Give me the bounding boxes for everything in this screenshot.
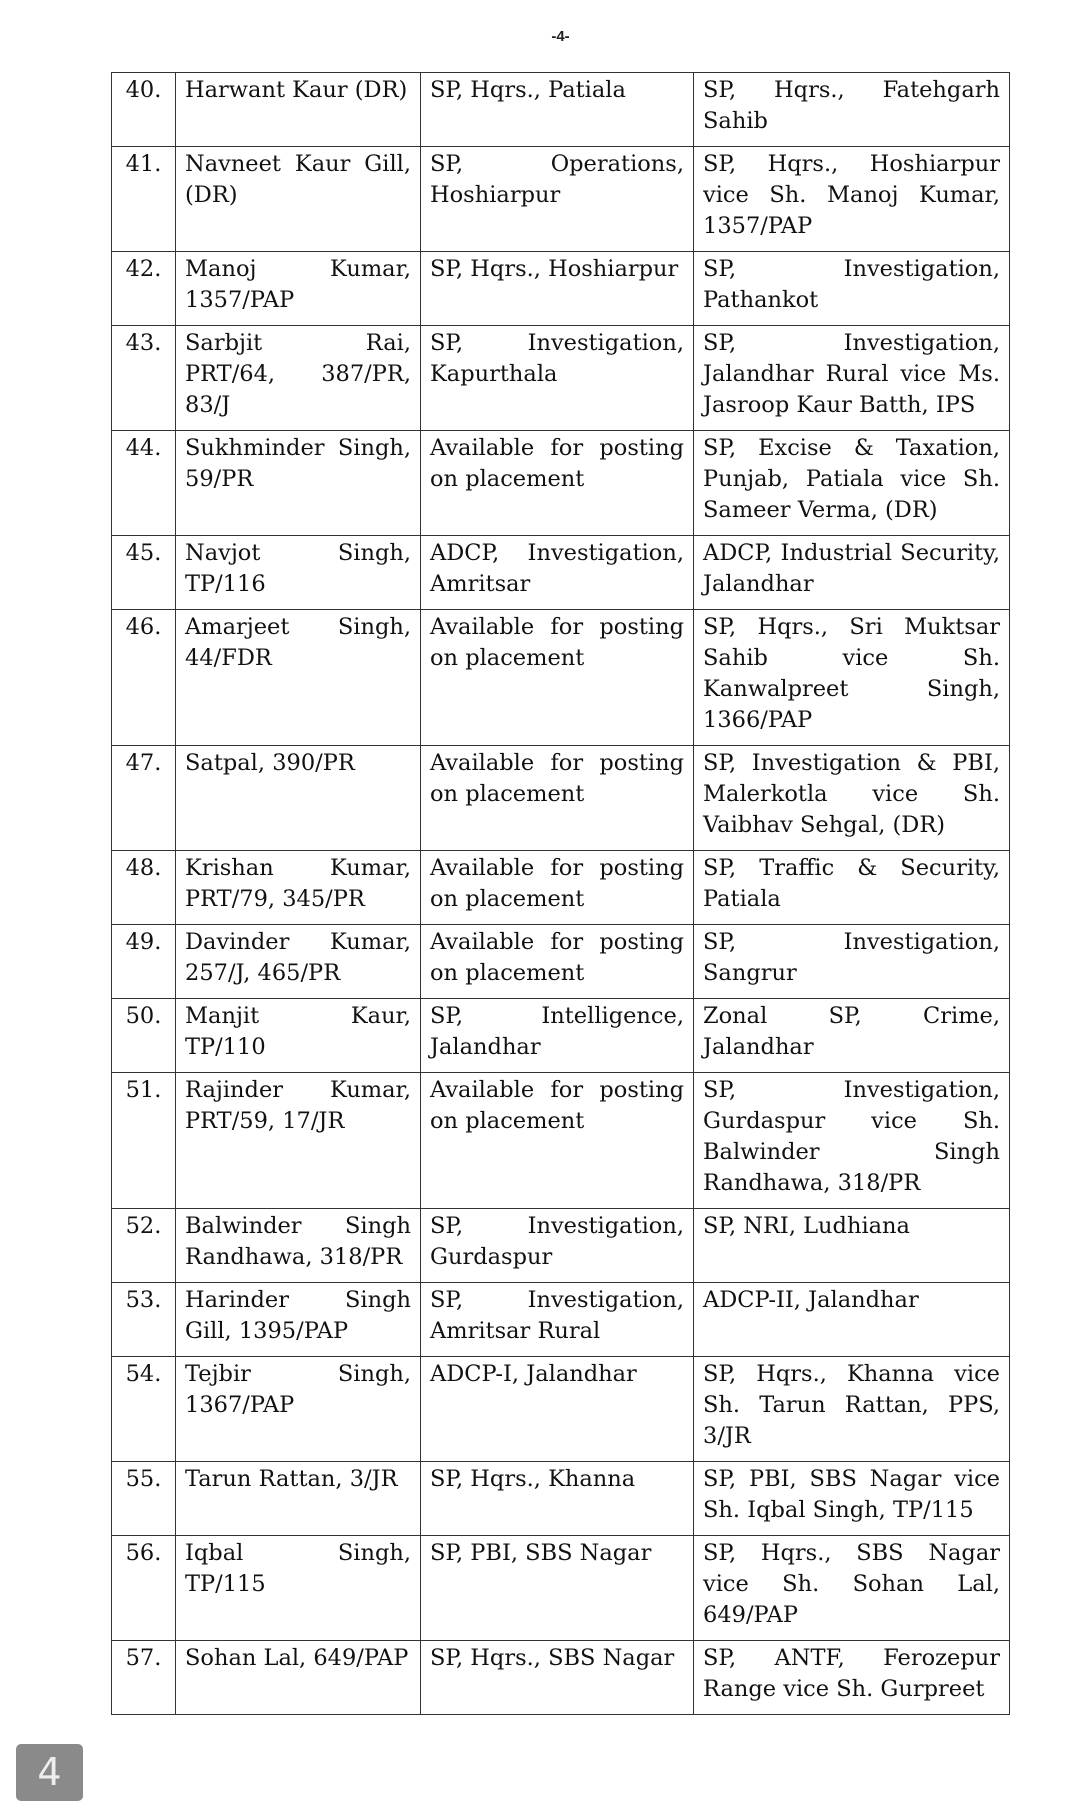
new-posting-cell: SP, Hqrs., Fatehgarh Sahib: [694, 73, 1010, 147]
new-posting-cell: ADCP-II, Jalandhar: [694, 1283, 1010, 1357]
officer-name-cell: Navneet Kaur Gill, (DR): [176, 147, 421, 252]
table-row: [112, 925, 1010, 999]
new-posting-cell: SP, Investigation, Jalandhar Rural vice Ms. Jasroop Kaur Batth, IPS: [694, 326, 1010, 431]
serial-number-cell: 49.: [112, 925, 176, 999]
officer-name-cell: Manoj Kumar, 1357/PAP: [176, 252, 421, 326]
table-row: [112, 1209, 1010, 1283]
officer-name-cell: Amarjeet Singh, 44/FDR: [176, 610, 421, 746]
serial-number-cell: 57.: [112, 1641, 176, 1715]
officer-name-cell: Harwant Kaur (DR): [176, 73, 421, 147]
serial-number-cell: 42.: [112, 252, 176, 326]
officer-name-cell: Sukhminder Singh, 59/PR: [176, 431, 421, 536]
page-number-header: -4-: [551, 28, 570, 45]
table-row: [112, 536, 1010, 610]
current-posting-cell: SP, Intelligence, Jalandhar: [421, 999, 694, 1073]
table-row: [112, 1641, 1010, 1715]
new-posting-cell: SP, Excise & Taxation, Punjab, Patiala vice Sh. Sameer Verma, (DR): [694, 431, 1010, 536]
serial-number-cell: 41.: [112, 147, 176, 252]
serial-number-cell: 54.: [112, 1357, 176, 1462]
serial-number-cell: 40.: [112, 73, 176, 147]
officer-name-cell: Tarun Rattan, 3/JR: [176, 1462, 421, 1536]
new-posting-cell: SP, Hqrs., SBS Nagar vice Sh. Sohan Lal, 649/PAP: [694, 1536, 1010, 1641]
new-posting-cell: SP, Investigation, Gurdaspur vice Sh. Balwinder Singh Randhawa, 318/PR: [694, 1073, 1010, 1209]
serial-number-cell: 53.: [112, 1283, 176, 1357]
current-posting-cell: Available for posting on placement: [421, 925, 694, 999]
table-row: [112, 147, 1010, 252]
current-posting-cell: SP, Investigation, Kapurthala: [421, 326, 694, 431]
page-number-badge[interactable]: 4: [16, 1744, 83, 1801]
serial-number-cell: 52.: [112, 1209, 176, 1283]
table-row: [112, 1536, 1010, 1641]
current-posting-cell: SP, Hqrs., Khanna: [421, 1462, 694, 1536]
officer-name-cell: Sohan Lal, 649/PAP: [176, 1641, 421, 1715]
officer-name-cell: Manjit Kaur, TP/110: [176, 999, 421, 1073]
table-row: [112, 252, 1010, 326]
new-posting-cell: SP, Traffic & Security, Patiala: [694, 851, 1010, 925]
new-posting-cell: SP, ANTF, Ferozepur Range vice Sh. Gurpreet: [694, 1641, 1010, 1715]
table-row: [112, 431, 1010, 536]
serial-number-cell: 45.: [112, 536, 176, 610]
transfer-postings-table: [111, 72, 1010, 1715]
new-posting-cell: SP, Hqrs., Khanna vice Sh. Tarun Rattan, PPS, 3/JR: [694, 1357, 1010, 1462]
table-row: [112, 746, 1010, 851]
new-posting-cell: Zonal SP, Crime, Jalandhar: [694, 999, 1010, 1073]
serial-number-cell: 47.: [112, 746, 176, 851]
current-posting-cell: SP, Investigation, Gurdaspur: [421, 1209, 694, 1283]
current-posting-cell: Available for posting on placement: [421, 431, 694, 536]
current-posting-cell: SP, Investigation, Amritsar Rural: [421, 1283, 694, 1357]
table-row: [112, 326, 1010, 431]
current-posting-cell: SP, Hqrs., Patiala: [421, 73, 694, 147]
officer-name-cell: Harinder Singh Gill, 1395/PAP: [176, 1283, 421, 1357]
table-row: [112, 999, 1010, 1073]
table-row: [112, 610, 1010, 746]
officer-name-cell: Rajinder Kumar, PRT/59, 17/JR: [176, 1073, 421, 1209]
serial-number-cell: 56.: [112, 1536, 176, 1641]
serial-number-cell: 55.: [112, 1462, 176, 1536]
new-posting-cell: SP, Investigation, Pathankot: [694, 252, 1010, 326]
officer-name-cell: Iqbal Singh, TP/115: [176, 1536, 421, 1641]
current-posting-cell: Available for posting on placement: [421, 1073, 694, 1209]
new-posting-cell: SP, Hqrs., Sri Muktsar Sahib vice Sh. Kanwalpreet Singh, 1366/PAP: [694, 610, 1010, 746]
serial-number-cell: 44.: [112, 431, 176, 536]
new-posting-cell: SP, Hqrs., Hoshiarpur vice Sh. Manoj Kumar, 1357/PAP: [694, 147, 1010, 252]
current-posting-cell: SP, PBI, SBS Nagar: [421, 1536, 694, 1641]
table-row: [112, 1283, 1010, 1357]
serial-number-cell: 46.: [112, 610, 176, 746]
current-posting-cell: SP, Hqrs., Hoshiarpur: [421, 252, 694, 326]
current-posting-cell: Available for posting on placement: [421, 610, 694, 746]
officer-name-cell: Sarbjit Rai, PRT/64, 387/PR, 83/J: [176, 326, 421, 431]
table-body: [112, 73, 1010, 1715]
new-posting-cell: ADCP, Industrial Security, Jalandhar: [694, 536, 1010, 610]
serial-number-cell: 50.: [112, 999, 176, 1073]
current-posting-cell: ADCP-I, Jalandhar: [421, 1357, 694, 1462]
officer-name-cell: Krishan Kumar, PRT/79, 345/PR: [176, 851, 421, 925]
current-posting-cell: SP, Operations, Hoshiarpur: [421, 147, 694, 252]
table-row: [112, 851, 1010, 925]
officer-name-cell: Navjot Singh, TP/116: [176, 536, 421, 610]
current-posting-cell: Available for posting on placement: [421, 746, 694, 851]
table-row: [112, 1357, 1010, 1462]
officer-name-cell: Tejbir Singh, 1367/PAP: [176, 1357, 421, 1462]
serial-number-cell: 43.: [112, 326, 176, 431]
current-posting-cell: SP, Hqrs., SBS Nagar: [421, 1641, 694, 1715]
officer-name-cell: Satpal, 390/PR: [176, 746, 421, 851]
table-row: [112, 73, 1010, 147]
new-posting-cell: SP, Investigation, Sangrur: [694, 925, 1010, 999]
new-posting-cell: SP, Investigation & PBI, Malerkotla vice Sh. Vaibhav Sehgal, (DR): [694, 746, 1010, 851]
officer-name-cell: Davinder Kumar, 257/J, 465/PR: [176, 925, 421, 999]
table-row: [112, 1462, 1010, 1536]
table-row: [112, 1073, 1010, 1209]
serial-number-cell: 51.: [112, 1073, 176, 1209]
officer-name-cell: Balwinder Singh Randhawa, 318/PR: [176, 1209, 421, 1283]
new-posting-cell: SP, PBI, SBS Nagar vice Sh. Iqbal Singh, TP/115: [694, 1462, 1010, 1536]
serial-number-cell: 48.: [112, 851, 176, 925]
current-posting-cell: ADCP, Investigation, Amritsar: [421, 536, 694, 610]
current-posting-cell: Available for posting on placement: [421, 851, 694, 925]
new-posting-cell: SP, NRI, Ludhiana: [694, 1209, 1010, 1283]
